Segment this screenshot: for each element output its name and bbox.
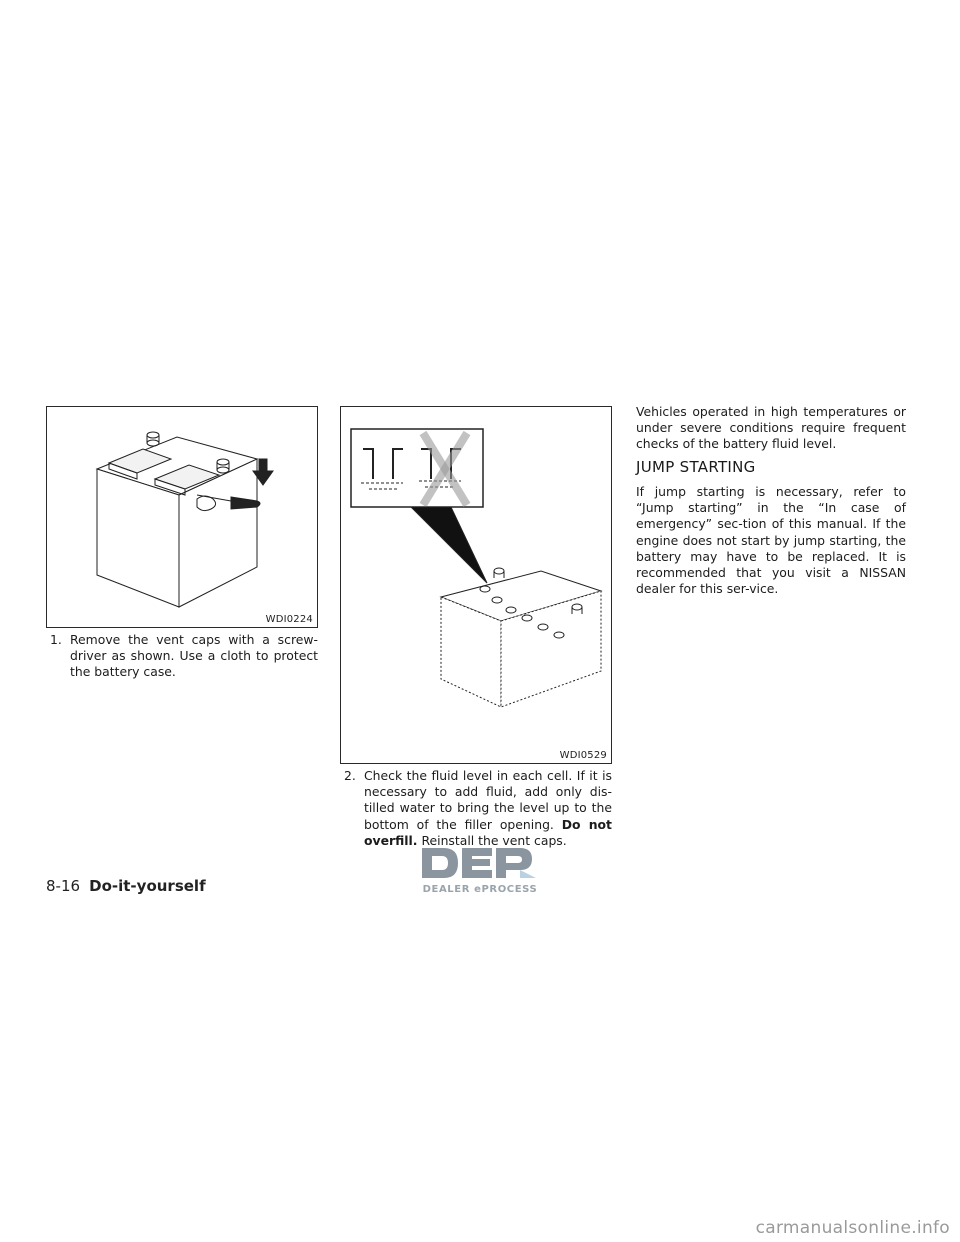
step-text: Remove the vent caps with a screw-driver as shown. Use a cloth to protect the battery case. (70, 632, 318, 680)
step-1 (50, 632, 318, 681)
figure-fluid-level (340, 406, 612, 764)
page-footer (46, 876, 206, 895)
intro-paragraph: Vehicles operated in high temperatures or under severe conditions require frequent checks of the battery fluid level. (636, 404, 906, 452)
dealer-eprocess-watermark (416, 844, 544, 896)
section-name: Do-it-yourself (89, 877, 206, 895)
site-watermark: carmanualsonline.info (755, 1218, 950, 1238)
battery-fluid-level-illustration (341, 407, 611, 763)
step-text-end: Reinstall the vent caps. (421, 832, 567, 848)
step-2 (344, 768, 612, 849)
body-paragraph: If jump starting is necessary, refer to “Jump starting” in the “In case of emergency” sec-tion of this manual. If the engine does not start by jump starting, the battery may have to be replaced. It is recommended that you visit a NISSAN dealer for this ser-vice. (636, 484, 906, 597)
figure-code: WDI0529 (559, 750, 607, 761)
step-text (364, 768, 612, 849)
page-number: 8-16 (46, 877, 81, 895)
section-heading: JUMP STARTING (636, 458, 756, 476)
step-text-body: Check the fluid level in each cell. If it is necessary to add fluid, add only dis-tilled water to bring the level up to the bottom of the filler opening. (364, 768, 612, 832)
step-number: 2. (344, 768, 356, 783)
step-number: 1. (50, 632, 62, 647)
battery-screwdriver-illustration (47, 407, 317, 627)
watermark-text: DEALER ePROCESS (422, 884, 538, 895)
warning-text: Do not overfill. (364, 816, 612, 848)
figure-code: WDI0224 (265, 614, 313, 625)
figure-battery-vent-caps (46, 406, 318, 628)
dep-logo-icon (416, 844, 544, 882)
